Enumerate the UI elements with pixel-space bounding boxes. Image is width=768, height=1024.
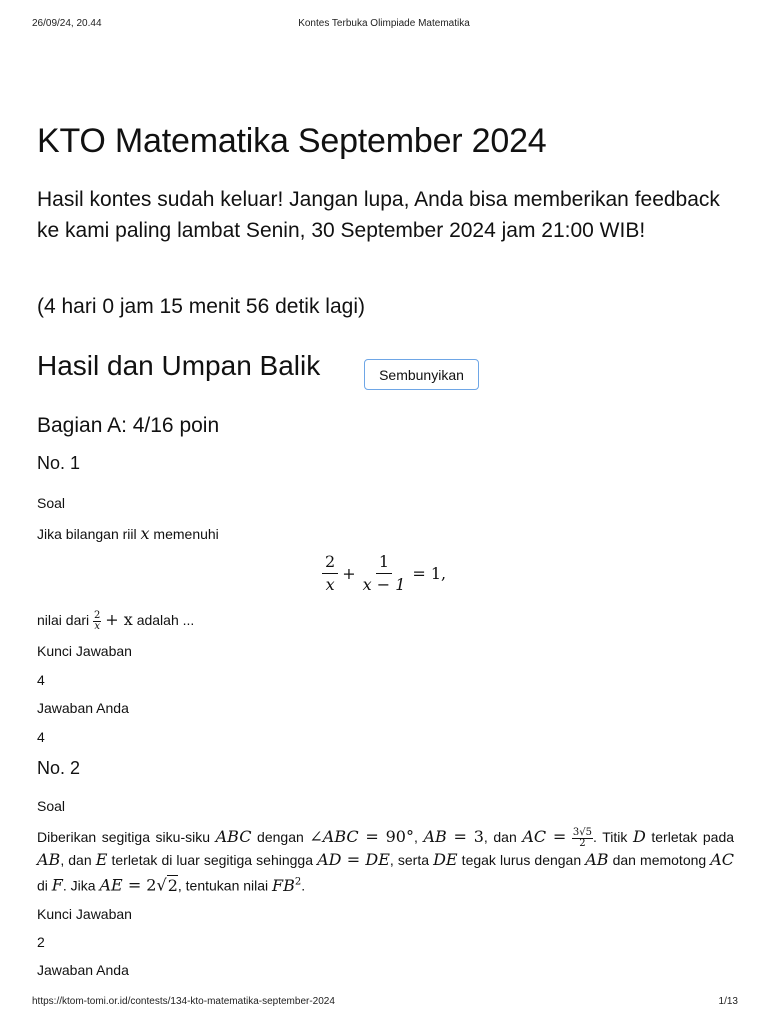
results-section-title: Hasil dan Umpan Balik (37, 350, 321, 381)
question-1-intro (37, 524, 219, 543)
question-2-text: Diberikan segitiga siku-siku ABC dengan ∠ABC = 90°, AB = 3, dan AC = $\frac{3√5}{2}$ . Titik D terletak pada AB, dan E terletak di luar segitiga sehingga AD = DE, serta DE tegak lurus dengan AB dan memotong AC di F. Jika AE = 2√2, tentukan nilai $FB^2$. (37, 826, 735, 895)
ask-fraction (93, 611, 101, 632)
announcement-text: Hasil kontes sudah keluar! Jangan lupa, Anda bisa memberikan feedback ke kami paling lambat Senin, 30 September 2024 jam 21:00 WIB! (37, 188, 720, 242)
question-2-key-label: Kunci Jawaban (37, 906, 132, 922)
question-2-answer-label: Jawaban Anda (37, 962, 129, 978)
ask-fraction-denominator: x (94, 620, 101, 632)
ask-plus-x: + x (105, 610, 133, 629)
question-1-label: Soal (37, 495, 66, 511)
print-url: https://ktom-tomi.or.id/contests/134-kto-matematika-september-2024 (32, 996, 335, 1007)
equation-fraction-1 (322, 553, 338, 594)
ask-fraction-numerator: 2 (94, 609, 101, 621)
page-title: KTO Matematika September 2024 (37, 122, 547, 160)
equation-fraction-2 (360, 553, 409, 594)
fraction-2-denominator: x − 1 (362, 575, 406, 594)
print-page-number: 1/13 (718, 996, 738, 1007)
ask-post-text: adalah ... (136, 612, 195, 628)
fraction-1-numerator: 2 (322, 553, 338, 574)
fraction-1-denominator: x (325, 575, 335, 594)
question-1-answer-label: Jawaban Anda (37, 700, 129, 716)
question-1-key-label: Kunci Jawaban (37, 643, 132, 659)
print-date: 26/09/24, 20.44 (32, 18, 102, 29)
question-1-ask (37, 610, 194, 632)
intro-text: Jika bilangan riil (37, 526, 137, 542)
question-1-equation (322, 553, 450, 594)
question-1-key-value: 4 (37, 672, 45, 688)
intro-end-text: memenuhi (153, 526, 219, 542)
question-2-key-value: 2 (37, 934, 45, 950)
question-1-number: No. 1 (37, 453, 81, 473)
print-page-title: Kontes Terbuka Olimpiade Matematika (298, 18, 470, 29)
fraction-2-numerator: 1 (376, 553, 392, 574)
ask-pre-text: nilai dari (37, 612, 90, 628)
countdown-text: (4 hari 0 jam 15 menit 56 detik lagi) (37, 295, 365, 318)
question-1-answer-value: 4 (37, 729, 45, 745)
equation-plus: + (342, 564, 356, 583)
question-2-label: Soal (37, 798, 66, 814)
intro-variable: x (140, 524, 150, 543)
equation-rhs: = 1, (412, 564, 447, 583)
hide-results-button[interactable]: Sembunyikan (364, 359, 479, 390)
part-a-score: Bagian A: 4/16 poin (37, 414, 220, 437)
question-2-number: No. 2 (37, 758, 81, 778)
